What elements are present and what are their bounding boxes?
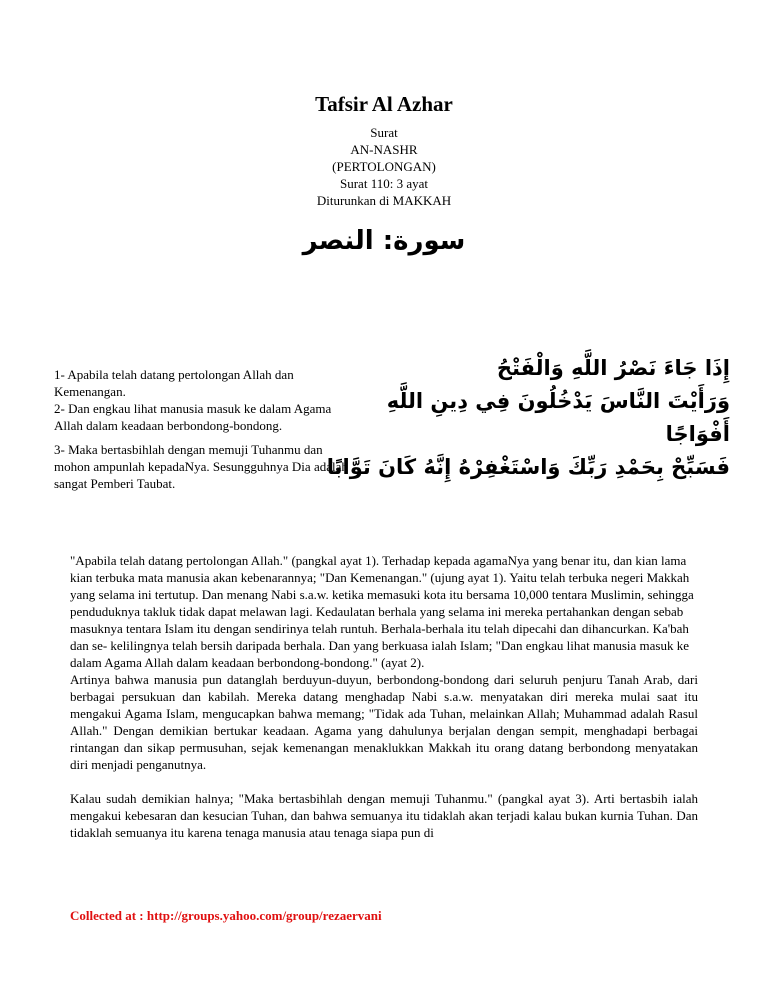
body-paragraph-1b: Artinya bahwa manusia pun datanglah berduyun-duyun, berbondong-bondong dari seluruh penjuru Tanah Arab, dari berbagai persukuan dan kabilah. Mereka datang menghadap Nabi s.a.w. menyatakan diri mereka mulai saat itu mengakui Agama Islam, mengucapkan bahwa memang; "Tidak ada Tuhan, melainkan Allah; Muhammad adalah Rasul Allah." Dengan demikian bertukar keadaan. Agama yang dahulunya berjalan dengan sempit, menghadapi berbagai rintangan dan sikap permusuhan, sejak kemenangan menaklukkan Makkah itu orang datang berbondong menyatakan diri menjadi penganutnya. [70,672,698,772]
body-paragraph-2: Kalau sudah demikian halnya; "Maka bertasbihlah dengan memuji Tuhanmu." (pangkal ayat 3). Arti bertasbih ialah mengakui kebesaran dan kesucian Tuhan, dan bahwa semuanya itu tidaklah akan terjadi kalau bukan kurnia Tuhan. Dan tidaklah semuanya itu karena tenaga manusia atau tenaga siapa pun di [70,791,698,840]
arabic-ayat-2-line-2: أَفْوَاجًا [665,422,730,446]
collected-at-footer: Collected at : http://groups.yahoo.com/group/rezaervani [70,908,382,923]
body-paragraph-1a: "Apabila telah datang pertolongan Allah." (pangkal ayat 1). Terhadap kepada agamaNya yang benar itu, dan kian lama kian terbuka mata manusia akan kebenarannya; "Dan Kemenangan." (ujung ayat 1). Yaitu telah terbuka negeri Makkah yang selama ini tertutup. Dan menang Nabi s.a.w. ketika memasuki kota itu bersama 10,000 tentara Muslimin, sehingga penduduknya takluk tidak dapat melawan lagi. Kedaulatan berhala yang selama ini mereka pertahankan dengan sebab masuknya tentara Islam itu dengan sendirinya telah runtuh. Berhala-berhala itu telah dipecahi dan dihancurkan. Ka'bah dan se- kelilingnya telah bersih daripada berhala. Dan yang berkuasa ialah Islam; "Dan engkau lihat manusia masuk ke dalam Agama Allah dalam keadaan berbondong-bondong." (ayat 2). [70,553,694,670]
surah-info: Surat 110: 3 ayat [340,176,428,191]
translation-ayat-3: 3- Maka bertasbihlah dengan memuji Tuhanmu dan mohon ampunlah kepadaNya. Sesungguhnya Dia adalah sangat Pemberi Taubat. [54,442,348,491]
surah-arabic-title: سورة: النصر [302,226,466,256]
translation-ayat-2: 2- Dan engkau lihat manusia masuk ke dalam Agama Allah dalam keadaan berbondong-bondong. [54,401,332,433]
surah-meaning: (PERTOLONGAN) [332,159,436,174]
surah-meta [0,124,768,209]
surah-name: AN-NASHR [350,142,418,157]
arabic-ayat-3: فَسَبِّحْ بِحَمْدِ رَبِّكَ وَاسْتَغْفِرْهُ إِنَّهُ كَانَ تَوَّابًا [326,455,730,479]
revealed-place: Diturunkan di MAKKAH [316,193,452,208]
page-title: Tafsir Al Azhar [315,92,453,116]
surat-label: Surat [370,125,398,140]
translation-ayat-1: 1- Apabila telah datang pertolongan Allah dan Kemenangan. [54,367,294,399]
arabic-verses-column [326,352,730,484]
arabic-ayat-2-line-1: وَرَأَيْتَ النَّاسَ يَدْخُلُونَ فِي دِينِ اللَّهِ [386,389,730,413]
tafsir-body [70,552,698,841]
translation-column [54,366,356,492]
arabic-ayat-1: إِذَا جَاءَ نَصْرُ اللَّهِ وَالْفَتْحُ [496,356,730,380]
